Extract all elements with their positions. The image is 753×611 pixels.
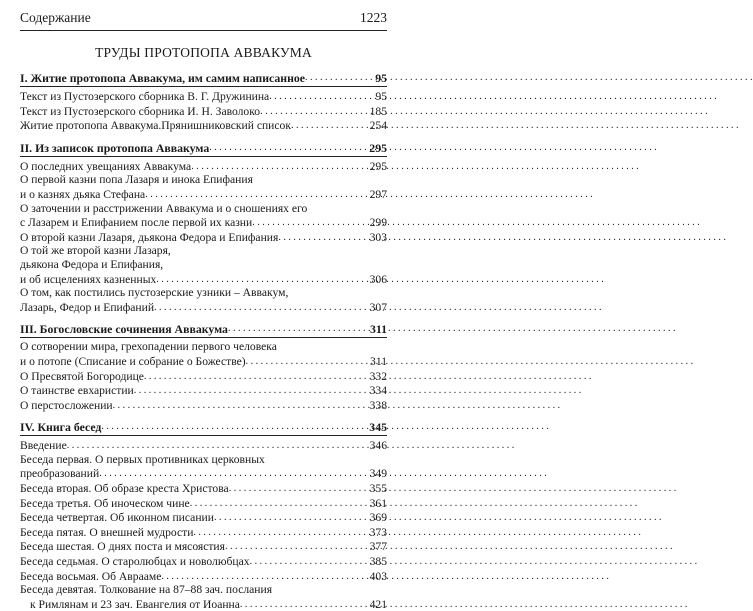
toc-entry-text: и о потопе (Списание и собрание о Божестве) bbox=[20, 354, 246, 368]
part-heading-leader bbox=[305, 69, 374, 85]
toc-entry bbox=[20, 230, 387, 245]
toc-entry-leader bbox=[161, 569, 368, 584]
toc-entry bbox=[20, 554, 387, 569]
toc-entry-page: 385 bbox=[369, 555, 387, 569]
toc-entry-text: и о казнях дьяка Стефана bbox=[20, 187, 146, 201]
toc-entry-leader bbox=[154, 300, 369, 315]
toc-entry bbox=[20, 272, 387, 287]
toc-entry-text: Беседа шестая. О днях поста и мясоястия bbox=[20, 540, 225, 554]
toc-entry-leader bbox=[67, 438, 369, 453]
toc-entry-leader bbox=[260, 104, 369, 119]
toc-entry bbox=[20, 539, 387, 554]
toc-entry-line: О сотворении мира, грехопадении первого человека bbox=[20, 340, 277, 354]
toc-entry-text: Беседа третья. Об иноческом чине bbox=[20, 496, 190, 510]
running-header-title: Содержание bbox=[20, 10, 91, 25]
toc-entry-leader bbox=[145, 187, 368, 202]
part-heading bbox=[20, 69, 387, 87]
toc-entry-text: Беседа седьмая. О старолюбцах и новолюбцах bbox=[20, 555, 250, 569]
toc-entry-leader bbox=[250, 554, 369, 569]
toc-entry-text: к Римлянам и 23 зач. Евангелия от Иоанна bbox=[30, 597, 240, 611]
toc-entry-page: 311 bbox=[370, 354, 387, 368]
toc-entry bbox=[20, 398, 387, 413]
toc-entry-page: 307 bbox=[369, 300, 387, 314]
toc-entry-leader bbox=[191, 159, 368, 174]
toc-entry-page: 346 bbox=[369, 439, 387, 453]
toc-entry bbox=[20, 369, 387, 384]
toc-entry-line: О той же второй казни Лазаря, bbox=[20, 244, 171, 258]
part-heading-text: I. Житие протопопа Аввакума, им самим написанное bbox=[20, 71, 306, 85]
toc-entry-leader bbox=[193, 525, 368, 540]
toc-entry-leader bbox=[252, 215, 368, 230]
toc-entry-page: 306 bbox=[369, 272, 387, 286]
toc-entry-leader bbox=[134, 383, 369, 398]
toc-entry-text: О второй казни Лазаря, дьякона Федора и Епифания bbox=[20, 230, 279, 244]
toc-entry-leader bbox=[156, 272, 368, 287]
toc-entry-text: О перстосложении bbox=[20, 398, 113, 412]
toc-entry-text: Беседа вторая. Об образе креста Христова bbox=[20, 482, 229, 496]
part-heading-page: 311 bbox=[369, 322, 387, 337]
toc-entry-line: Беседа девятая. Толкование на 87–88 зач. послания bbox=[20, 583, 273, 597]
toc-entry-line: дьякона Федора и Епифания, bbox=[20, 257, 164, 271]
toc-entry bbox=[20, 118, 387, 133]
toc-entry-text: с Лазарем и Епифанием после первой их казни bbox=[20, 216, 253, 230]
toc-entry-text: Житие протопопа Аввакума.Прянишниковский список bbox=[20, 119, 291, 133]
toc-entry-page: 334 bbox=[369, 384, 387, 398]
toc-entry-text: преобразований bbox=[20, 467, 100, 481]
toc-entry-text: Текст из Пустозерского сборника В. Г. Дружинина bbox=[20, 90, 270, 103]
toc-entry-page: 185 bbox=[369, 104, 387, 118]
part-heading-page: 295 bbox=[369, 140, 387, 155]
toc-entry-page: 299 bbox=[369, 216, 387, 230]
toc-entry-page: 349 bbox=[369, 467, 387, 481]
part-heading-text: II. Из записок протопопа Аввакума bbox=[20, 140, 210, 155]
toc-entry bbox=[20, 300, 387, 315]
toc-entry bbox=[20, 525, 387, 540]
part-heading bbox=[20, 418, 387, 436]
section-title: ТРУДЫ ПРОТОПОПА АВВАКУМА bbox=[95, 45, 312, 60]
table-of-contents bbox=[20, 69, 387, 611]
toc-entry-text: и об исцелениях казненных bbox=[20, 272, 157, 286]
toc-entry bbox=[20, 215, 387, 230]
toc-entry-page: 403 bbox=[369, 569, 387, 583]
toc-entry-leader bbox=[291, 118, 369, 133]
toc-entry-line: О заточении и расстрижении Аввакума и о сношениях его bbox=[20, 201, 308, 215]
toc-entry-page: 373 bbox=[369, 525, 387, 539]
toc-entry-text: Беседа восьмая. Об Аврааме bbox=[20, 569, 162, 583]
header-rule bbox=[20, 30, 387, 31]
toc-entry bbox=[20, 438, 387, 453]
toc-entry-page: 355 bbox=[369, 482, 387, 496]
toc-entry bbox=[20, 466, 387, 481]
toc-entry-leader bbox=[190, 496, 369, 511]
toc-entry-page: 254 bbox=[369, 119, 387, 133]
toc-entry bbox=[20, 496, 387, 511]
toc-entry-text: Текст из Пустозерского сборника И. Н. Заволоко bbox=[20, 104, 261, 118]
toc-entry-line: О первой казни попа Лазаря и инока Епифания bbox=[20, 173, 253, 187]
toc-entry-leader bbox=[214, 510, 369, 525]
toc-entry-page: 421 bbox=[369, 597, 387, 611]
toc-entry bbox=[20, 89, 387, 104]
toc-entry-leader bbox=[144, 369, 369, 384]
toc-entry-page: 369 bbox=[369, 511, 387, 525]
toc-entry-page: 338 bbox=[369, 398, 387, 412]
toc-part bbox=[20, 412, 387, 611]
toc-entry-leader bbox=[225, 539, 369, 554]
toc-entry-text: О таинстве евхаристии bbox=[20, 384, 134, 398]
part-heading-page: 95 bbox=[375, 71, 387, 85]
toc-entry-leader bbox=[269, 89, 374, 104]
toc-entry-line: О том, как постились пустозерские узники – Аввакум, bbox=[20, 286, 289, 300]
running-header bbox=[20, 10, 387, 30]
part-heading-text: III. Богословские сочинения Аввакума bbox=[20, 322, 228, 337]
toc-entry-leader bbox=[99, 466, 368, 481]
toc-part bbox=[20, 314, 387, 412]
toc-entry-page: 295 bbox=[369, 159, 387, 173]
toc-entry-leader bbox=[246, 354, 369, 369]
toc-entry-leader bbox=[113, 398, 369, 413]
toc-entry-leader bbox=[240, 597, 369, 611]
toc-entry-text: Лазарь, Федор и Епифаний bbox=[20, 300, 155, 314]
toc-entry-text: О Пресвятой Богородице bbox=[20, 369, 144, 383]
toc-entry-leader bbox=[278, 230, 368, 245]
toc-entry-leader bbox=[229, 481, 369, 496]
toc-entry-line: Беседа первая. О первых противниках церковных bbox=[20, 452, 265, 466]
toc-entry bbox=[20, 187, 387, 202]
toc-entry bbox=[20, 569, 387, 584]
page-number: 1223 bbox=[360, 10, 387, 25]
toc-entry-text: Беседа четвертая. Об иконном писании bbox=[20, 511, 214, 525]
toc-entry-page: 361 bbox=[369, 496, 387, 510]
toc-entry-page: 377 bbox=[369, 540, 387, 554]
part-heading-page: 345 bbox=[369, 420, 387, 435]
part-heading-leader bbox=[209, 139, 368, 155]
toc-entry-text: О последних увещаниях Аввакума bbox=[20, 159, 192, 173]
toc-entry bbox=[20, 481, 387, 496]
toc-entry bbox=[20, 383, 387, 398]
toc-entry-page: 332 bbox=[369, 369, 387, 383]
toc-entry-text: Введение bbox=[20, 439, 67, 453]
toc-part bbox=[20, 69, 387, 133]
part-heading-text: IV. Книга бесед bbox=[20, 420, 102, 435]
toc-part bbox=[20, 133, 387, 315]
part-heading-leader bbox=[101, 418, 368, 434]
toc-entry bbox=[20, 104, 387, 119]
toc-entry-page: 303 bbox=[369, 230, 387, 244]
toc-entry-text: Беседа пятая. О внешней мудрости bbox=[20, 525, 194, 539]
part-heading-leader bbox=[228, 320, 369, 336]
part-heading bbox=[20, 320, 387, 338]
toc-entry bbox=[20, 354, 387, 369]
part-heading bbox=[20, 139, 387, 157]
toc-entry bbox=[20, 597, 387, 611]
toc-entry bbox=[20, 159, 387, 174]
toc-entry bbox=[20, 510, 387, 525]
toc-entry-page: 95 bbox=[375, 90, 387, 103]
toc-entry-page: 297 bbox=[369, 187, 387, 201]
